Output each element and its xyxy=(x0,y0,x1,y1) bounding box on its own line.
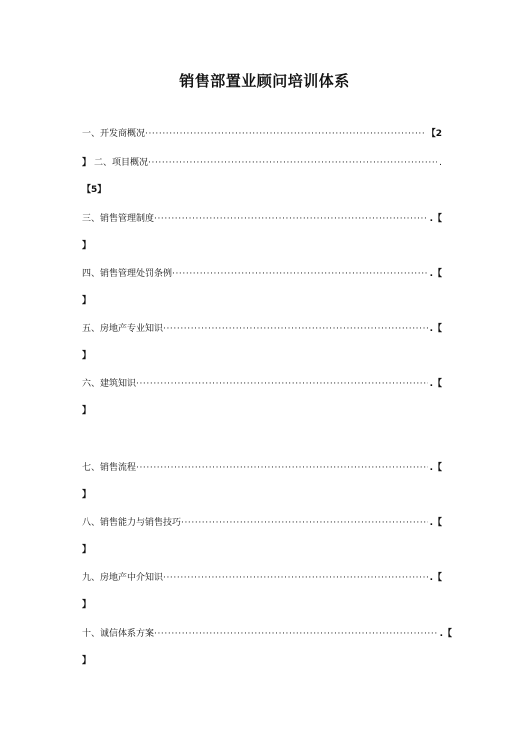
toc-page-ref: .【 xyxy=(429,214,442,224)
toc-label: 三、销售管理制度 xyxy=(82,214,155,224)
toc-label: 十、诚信体系方案 xyxy=(82,629,155,639)
toc-label: 五、房地产专业知识 xyxy=(82,324,164,334)
toc-continuation-5: 】 xyxy=(82,351,92,361)
toc-entry-7 xyxy=(82,462,442,474)
toc-continuation-4: 】 xyxy=(82,296,92,306)
toc-entry-9 xyxy=(82,572,442,584)
toc-entry-5 xyxy=(82,323,442,335)
toc-label: 七、销售流程 xyxy=(82,463,137,473)
toc-continuation: 】 xyxy=(82,158,92,168)
toc-leader xyxy=(181,517,428,529)
toc-leader xyxy=(136,378,428,390)
toc-label: 四、销售管理处罚条例 xyxy=(82,269,173,279)
toc-entry-8 xyxy=(82,517,442,529)
toc-page-ref: . xyxy=(439,158,442,168)
toc-continuation-8: 】 xyxy=(82,545,92,555)
toc-leader xyxy=(163,323,428,335)
toc-leader xyxy=(154,213,428,225)
toc-leader xyxy=(154,628,438,640)
toc-label: 九、房地产中介知识 xyxy=(82,573,164,583)
toc-entry-1 xyxy=(82,128,442,140)
toc-leader xyxy=(145,128,425,140)
toc-continuation-2: 【5】 xyxy=(82,185,107,195)
toc-leader xyxy=(148,157,437,169)
toc-label: 六、建筑知识 xyxy=(82,379,137,389)
toc-page-ref: .【 xyxy=(429,573,442,583)
toc-page-ref: .【 xyxy=(429,324,442,334)
document-title: 销售部置业顾问培训体系 xyxy=(179,72,350,90)
toc-page-ref: .【 xyxy=(429,518,442,528)
toc-entry-4 xyxy=(82,268,442,280)
toc-page-ref: 【2 xyxy=(426,129,442,139)
toc-page-ref: .【 xyxy=(429,463,442,473)
toc-continuation-3: 】 xyxy=(82,241,92,251)
toc-continuation-9: 】 xyxy=(82,600,92,610)
toc-page-ref: .【 xyxy=(429,269,442,279)
toc-continuation-7: 】 xyxy=(82,490,92,500)
toc-label: 八、销售能力与销售技巧 xyxy=(82,518,182,528)
toc-entry-10 xyxy=(82,628,452,640)
toc-continuation-10: 】 xyxy=(82,656,92,666)
toc-entry-2 xyxy=(82,157,442,169)
toc-label: 二、项目概况 xyxy=(94,158,149,168)
toc-leader xyxy=(163,572,428,584)
toc-page-ref: .【 xyxy=(429,379,442,389)
toc-leader xyxy=(172,268,428,280)
toc-label: 一、开发商概况 xyxy=(82,129,146,139)
toc-entry-3 xyxy=(82,213,442,225)
toc-page-ref: .【 xyxy=(439,629,452,639)
toc-entry-6 xyxy=(82,378,442,390)
toc-continuation-6: 】 xyxy=(82,406,92,416)
toc-leader xyxy=(136,462,428,474)
